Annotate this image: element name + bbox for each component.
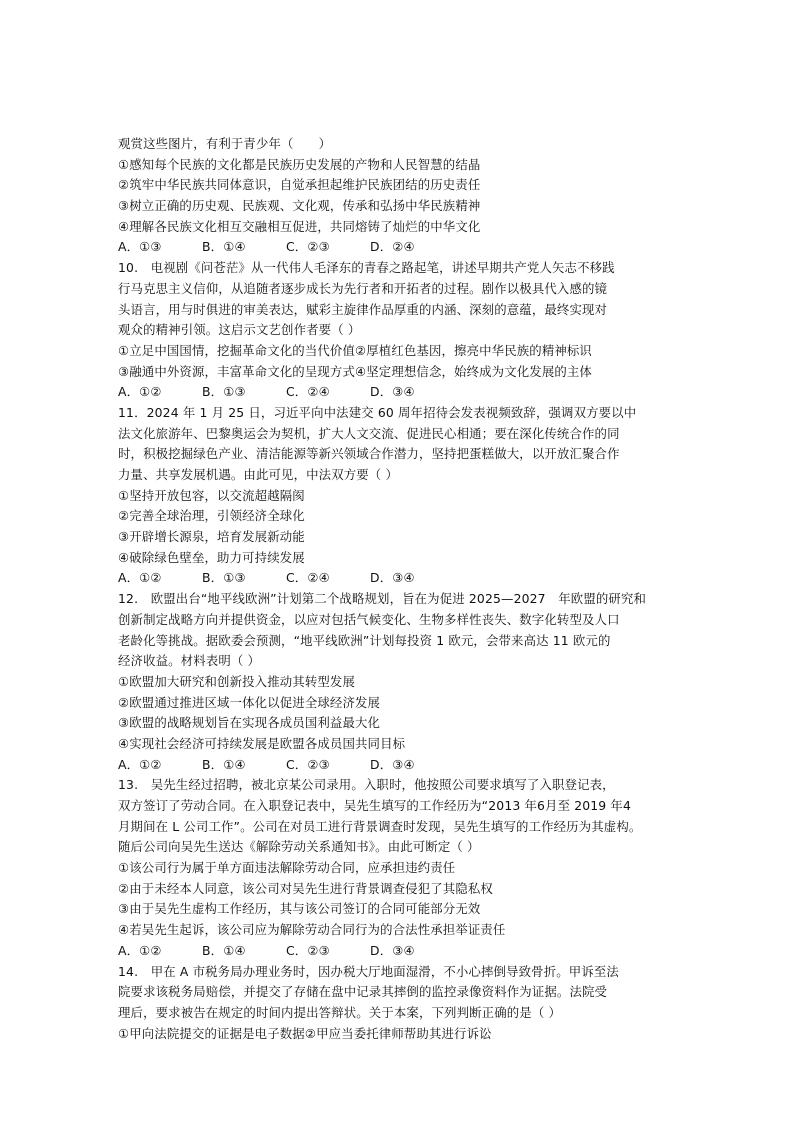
exam-page [118,134,688,1044]
q13-option-d: D．③④ [370,942,415,958]
q12-item-3: ③欧盟的战略规划旨在实现各成员国利益最大化 [118,715,381,731]
q13-options [118,941,688,962]
q11-option-d: D．③④ [370,570,415,586]
q11-options [118,568,688,589]
q13-stem-line-3: 月期间在 L 公司工作”。公司在对员工进行背景调查时发现，吴先生填写的工作经历为其虚构。 [118,818,642,834]
q9-options [118,237,688,258]
q12-option-a: A．①② [118,756,162,772]
q9-item-2: ②筑牢中华民族共同体意识，自觉承担起维护民族团结的历史责任 [118,177,481,193]
q9-stem: 观赏这些图片，有利于青少年（ ） [118,136,332,151]
q11-stem-line-4: 力量、共享发展机遇。由此可见，中法双方要（ ） [118,467,398,482]
q10-item-line-1: ①立足中国国情，挖掘革命文化的当代价值②厚植红色基因，擦亮中华民族的精神标识 [118,342,592,358]
q9-option-a: A．①③ [118,239,162,255]
q13-option-b: B．①④ [202,942,246,958]
q10-option-b: B．①③ [202,384,246,400]
q9-item-3: ③树立正确的历史观、民族观、文化观，传承和弘扬中华民族精神 [118,198,481,214]
q9-option-b: B．①④ [202,239,246,255]
q13-item-2: ②由于未经本人同意，该公司对吴先生进行背景调查侵犯了其隐私权 [118,880,493,896]
q13-stem-line-1: 13. 吴先生经过招聘，被北京某公司录用。入职时，他按照公司要求填写了入职登记表， [118,777,615,793]
q10-options [118,382,688,403]
q11-stem-line-1: 11．2024 年 1 月 25 日，习近平向中法建交 60 周年招待会发表视频致辞，强调双方要以中 [118,404,637,420]
q12-option-c: C．②③ [286,756,330,772]
q12-item-2: ②欧盟通过推进区域一体化以促进全球经济发展 [118,694,381,710]
q10-stem-line-4: 观众的精神引领。这启示文艺创作者要（ ） [118,322,361,338]
q13-item-1: ①该公司行为属于单方面违法解除劳动合同，应承担违约责任 [118,860,456,876]
q12-stem-line-3: 老龄化等挑战。据欧委会预测，“地平线欧洲”计划每投资 1 欧元，会带来高达 11 欧元的 [118,632,611,648]
q9-item-4: ④理解各民族文化相互交融相互促进，共同熔铸了灿烂的中华文化 [118,218,481,234]
q12-option-d: D．③④ [370,756,415,772]
q11-item-4: ④破除绿色壁垒，助力可持续发展 [118,549,305,565]
q9-item-1: ①感知每个民族的文化都是民族历史发展的产物和人民智慧的结晶 [118,156,481,172]
q12-item-4: ④实现社会经济可持续发展是欧盟各成员国共同目标 [118,735,406,751]
q10-stem-line-3: 头语言，用与时俱进的审美表达，赋彩主旋律作品厚重的内涵、深刻的意蕴，最终实现对 [118,301,608,317]
q11-option-b: B．①③ [202,570,246,586]
q10-stem-line-1: 10. 电视剧《问苍茫》从一代伟人毛泽东的青春之路起笔，讲述早期共产党人矢志不移践 [118,260,615,276]
q10-stem-line-2: 行马克思主义信仰，从追随者逐步成长为先行者和开拓者的过程。剧作以极具代入感的镜 [118,280,608,296]
q11-item-2: ②完善全球治理，引领经济全球化 [118,508,305,524]
q13-item-3: ③由于吴先生虚构工作经历，其与该公司签订的合同可能部分无效 [118,901,481,917]
q14-stem-line-3: 理后，要求被告在规定的时间内提出答辩状。关于本案，下列判断正确的是（ ） [118,1004,562,1020]
q10-option-c: C．②④ [286,384,330,400]
q13-item-4: ④若吴先生起诉，该公司应为解除劳动合同行为的合法性承担举证责任 [118,922,506,938]
q13-option-c: C．②③ [286,942,330,958]
q9-option-c: C．②③ [286,239,330,255]
q12-stem-line-4: 经济收益。材料表明（ ） [118,653,261,669]
q13-option-a: A．①② [118,942,162,958]
q10-option-a: A．①② [118,384,162,400]
q14-stem-line-1: 14. 甲在 A 市税务局办理业务时，因办税大厅地面湿滑，不小心摔倒导致骨折。甲诉至法 [118,963,619,979]
q11-stem-line-3: 时，积极挖掘绿色产业、清洁能源等新兴领域合作潜力，坚持把蛋糕做大，以开放汇聚合作 [118,446,620,462]
q11-option-c: C．②④ [286,570,330,586]
q11-stem-line-2: 法文化旅游年、巴黎奥运会为契机，扩大人文交流、促进民心相通；要在深化传统合作的同 [118,425,620,441]
q12-options [118,755,688,776]
q14-item-line-1: ①甲向法院提交的证据是电子数据②甲应当委托律师帮助其进行诉讼 [118,1025,492,1041]
q10-option-d: D．③④ [370,384,415,400]
q11-option-a: A．①② [118,570,162,586]
q12-option-b: B．①④ [202,756,246,772]
q13-stem-line-4: 随后公司向吴先生送达《解除劳动关系通知书》。由此可断定（ ） [118,839,480,855]
q12-item-1: ①欧盟加大研究和创新投入推动其转型发展 [118,673,355,689]
q12-stem-line-1: 12. 欧盟出台“地平线欧洲”计划第二个战略规划，旨在为促进 2025—2027 年欧盟的研究和 [118,591,647,607]
q14-stem-line-2: 院要求该税务局赔偿，并提交了存储在盘中记录其摔倒的监控录像资料作为证据。法院受 [118,984,608,1000]
q11-item-1: ①坚持开放包容，以交流超越隔阂 [118,487,305,503]
q11-item-3: ③开辟增长源泉，培育发展新动能 [118,529,305,545]
q13-stem-line-2: 双方签订了劳动合同。在入职登记表中，吴先生填写的工作经历为“2013 年6月至 2019 年4 [118,798,632,813]
q10-item-line-2: ③融通中外资源，丰富革命文化的呈现方式④坚定理想信念，始终成为文化发展的主体 [118,363,592,379]
q9-option-d: D．②④ [370,239,415,255]
q12-stem-line-2: 创新制定战略方向并提供资金，以应对包括气候变化、生物多样性丧失、数字化转型及人口 [118,611,620,627]
